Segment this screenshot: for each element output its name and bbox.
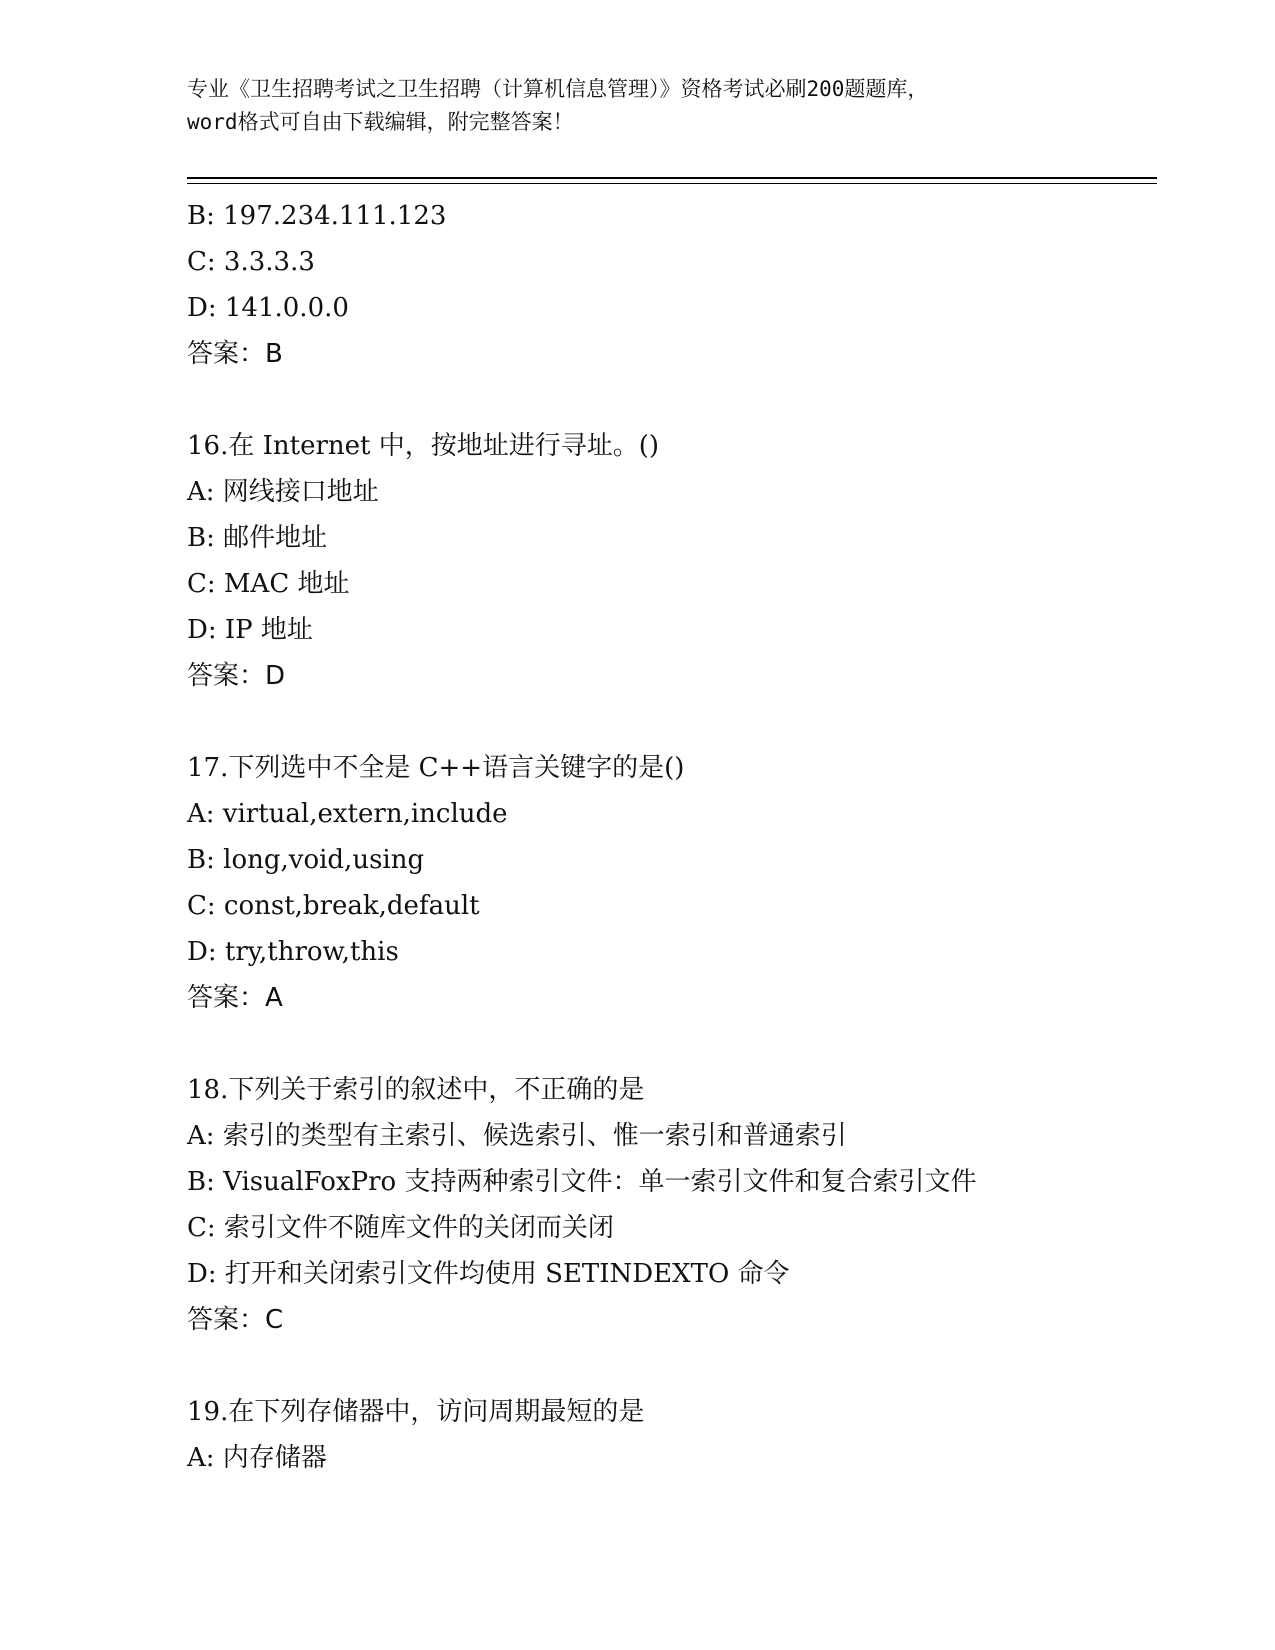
header-title-line1: 专业《卫生招聘考试之卫生招聘（计算机信息管理）》资格考试必刷200题题库， <box>187 77 929 101</box>
option-c: C: 索引文件不随库文件的关闭而关闭 <box>187 1213 614 1243</box>
question-stem: 19.在下列存储器中，访问周期最短的是 <box>187 1397 645 1427</box>
option-a: A: virtual,extern,include <box>187 799 508 829</box>
header-divider <box>187 177 1157 179</box>
answer-line: 答案：D <box>187 661 286 691</box>
option-a: A: 内存储器 <box>187 1443 327 1473</box>
question-stem: 17.下列选中不全是 C++语言关键字的是() <box>187 753 685 783</box>
question-list <box>187 193 1187 1481</box>
header-divider-thin <box>187 183 1157 184</box>
option-d: D: 141.0.0.0 <box>187 293 349 323</box>
question-stem: 18.下列关于索引的叙述中，不正确的是 <box>187 1075 645 1105</box>
option-c: C: 3.3.3.3 <box>187 247 315 277</box>
header-title-line2: word格式可自由下载编辑，附完整答案！ <box>187 110 574 134</box>
option-b: B: long,void,using <box>187 845 425 875</box>
option-d: D: 打开和关闭索引文件均使用 SETINDEXTO 命令 <box>187 1259 790 1289</box>
option-b: B: 邮件地址 <box>187 523 328 553</box>
answer-line: 答案：C <box>187 1305 284 1335</box>
answer-line: 答案：A <box>187 983 283 1013</box>
option-b: B: VisualFoxPro 支持两种索引文件：单一索引文件和复合索引文件 <box>187 1167 977 1197</box>
option-a: A: 网线接口地址 <box>187 477 379 507</box>
question-stem: 16.在 Internet 中，按地址进行寻址。() <box>187 431 660 461</box>
option-c: C: const,break,default <box>187 891 480 921</box>
answer-line: 答案：B <box>187 339 283 369</box>
option-a: A: 索引的类型有主索引、候选索引、惟一索引和普通索引 <box>187 1121 847 1151</box>
option-c: C: MAC 地址 <box>187 569 350 599</box>
document-header <box>187 73 1087 139</box>
option-d: D: IP 地址 <box>187 615 313 645</box>
option-b: B: 197.234.111.123 <box>187 201 447 231</box>
option-d: D: try,throw,this <box>187 937 399 967</box>
